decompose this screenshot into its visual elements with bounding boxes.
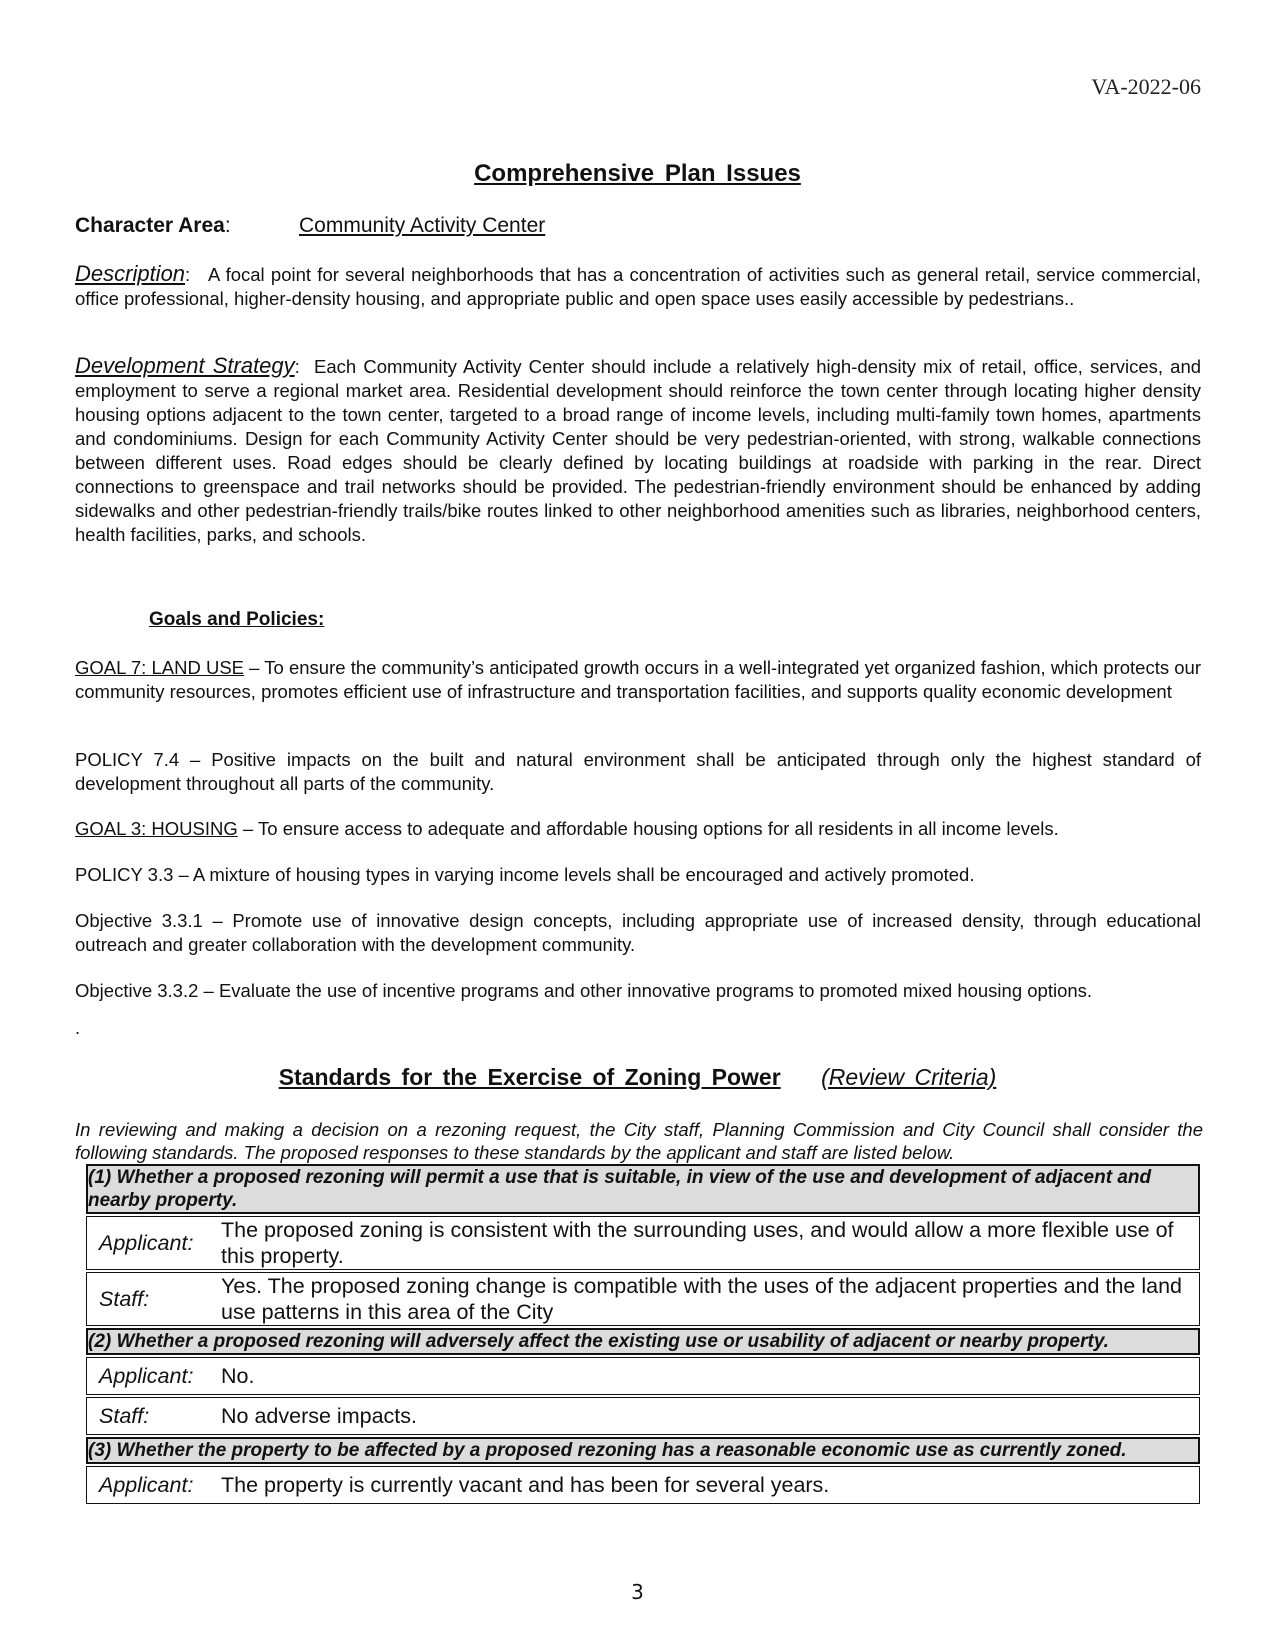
respondent-label: Staff: [86,1397,221,1435]
character-area-label: Character Area [75,214,225,237]
response-text: No. [221,1357,1200,1395]
goal3-label: GOAL 3: HOUSING [75,818,238,839]
response-text: No adverse impacts. [221,1397,1200,1435]
trailing-dot: . [75,1018,81,1038]
criteria-answer-row [86,1272,1200,1326]
character-area: Character Area: Community Activity Center [75,214,546,237]
criteria-question: (3) Whether the property to be affected by a proposed rezoning has a reasonable economic use as currently zoned. [86,1437,1200,1464]
section-title: Comprehensive Plan Issues [474,160,801,187]
strategy-label: Development Strategy [75,353,295,378]
criteria-question: (1) Whether a proposed rezoning will permit a use that is suitable, in view of the use and development of adjacent and nearby property. [86,1164,1200,1214]
policy33-paragraph: POLICY 3.3 – A mixture of housing types in varying income levels shall be encouraged and actively promoted. [75,864,975,885]
objective332-paragraph: Objective 3.3.2 – Evaluate the use of incentive programs and other innovative programs to promoted mixed housing options. [75,980,1093,1001]
goal7-text: – To ensure the community’s anticipated growth occurs in a well-integrated yet organized fashion, which protects our community resources, promotes efficient use of infrastructure and transportation facilities, and supports quality economic development [75,657,1201,702]
standards-title [0,1064,1275,1091]
criteria-question-row [86,1164,1200,1214]
response-text: The property is currently vacant and has been for several years. [221,1466,1200,1504]
description-paragraph: Description: A focal point for several neighborhoods that has a concentration of activities such as general retail, service commercial, office professional, higher-density housing, and appropriate public and open space uses easily accessible by pedestrians.. [75,261,1201,309]
description-text: A focal point for several neighborhoods that has a concentration of activities such as general retail, service commercial, office professional, higher-density housing, and appropriate public and open space uses easily accessible by pedestrians.. [75,264,1201,309]
objective331-paragraph: Objective 3.3.1 – Promote use of innovative design concepts, including appropriate use of increased density, through educational outreach and greater collaboration with the development community. [75,910,1201,955]
criteria-answer-row [86,1466,1200,1504]
policy74-paragraph: POLICY 7.4 – Positive impacts on the built and natural environment shall be anticipated through only the highest standard of development throughout all parts of the community. [75,749,1201,794]
description-label: Description [75,261,186,286]
criteria-question: (2) Whether a proposed rezoning will adversely affect the existing use or usability of adjacent or nearby property. [86,1328,1200,1355]
criteria-answer-row [86,1397,1200,1435]
strategy-text: Each Community Activity Center should include a relatively high-density mix of retail, office, services, and employment to serve a regional market area. Residential development should reinforce the town center through locating higher density housing options adjacent to the town center, targeted to a broad range of income levels, including multi-family town homes, apartments and condominiums. Design for each Community Activity Center should be very pedestrian-oriented, with strong, walkable connections between different uses. Road edges should be clearly defined by locating buildings at roadside with parking in the rear. Direct connections to greenspace and trail networks should be provided. The pedestrian-friendly environment should be enhanced by adding sidewalks and other pedestrian-friendly trails/bike routes linked to other neighborhood amenities such as libraries, neighborhood centers, health facilities, parks, and schools. [75,356,1202,545]
respondent-label: Applicant: [86,1357,221,1395]
criteria-answer-row [86,1357,1200,1395]
criteria-table [86,1162,1200,1506]
goals-heading: Goals and Policies: [149,609,325,630]
standards-title-main: Standards for the Exercise of Zoning Power [278,1064,781,1090]
criteria-question-row [86,1437,1200,1464]
respondent-label: Applicant: [86,1466,221,1504]
goal3-paragraph [75,817,1201,841]
strategy-paragraph: Development Strategy: Each Community Activity Center should include a relatively high-density mix of retail, office, services, and employment to serve a regional market area. Residential development should reinforce the town center through locating higher density housing options adjacent to the town center, targeted to a broad range of income levels, including multi-family town homes, apartments and condominiums. Design for each Community Activity Center should be very pedestrian-oriented, with strong, walkable connections between different uses. Road edges should be clearly defined by locating buildings at roadside with parking in the rear. Direct connections to greenspace and trail networks should be provided. The pedestrian-friendly environment should be enhanced by adding sidewalks and other pedestrian-friendly trails/bike routes linked to other neighborhood amenities such as libraries, neighborhood centers, health facilities, parks, and schools. [75,353,1202,545]
goal7-label: GOAL 7: LAND USE [75,657,245,678]
criteria-question-row [86,1328,1200,1355]
response-text: Yes. The proposed zoning change is compatible with the uses of the adjacent properties and the land use patterns in this area of the City [221,1272,1200,1326]
character-area-value: Community Activity Center [299,214,546,237]
standards-intro: In reviewing and making a decision on a rezoning request, the City staff, Planning Commission and City Council shall consider the following standards. The proposed responses to these standards by the applicant and staff are listed below. [75,1119,1203,1163]
respondent-label: Applicant: [86,1216,221,1270]
respondent-label: Staff: [86,1272,221,1326]
goal3-text: – To ensure access to adequate and affordable housing options for all residents in all income levels. [237,818,1059,839]
standards-title-sub: (Review Criteria) [821,1064,997,1090]
document-number: VA-2022-06 [1091,74,1201,99]
page-number: 3 [631,1580,644,1604]
criteria-answer-row [86,1216,1200,1270]
response-text: The proposed zoning is consistent with the surrounding uses, and would allow a more flexible use of this property. [221,1216,1200,1270]
goal7-paragraph [75,656,1201,704]
